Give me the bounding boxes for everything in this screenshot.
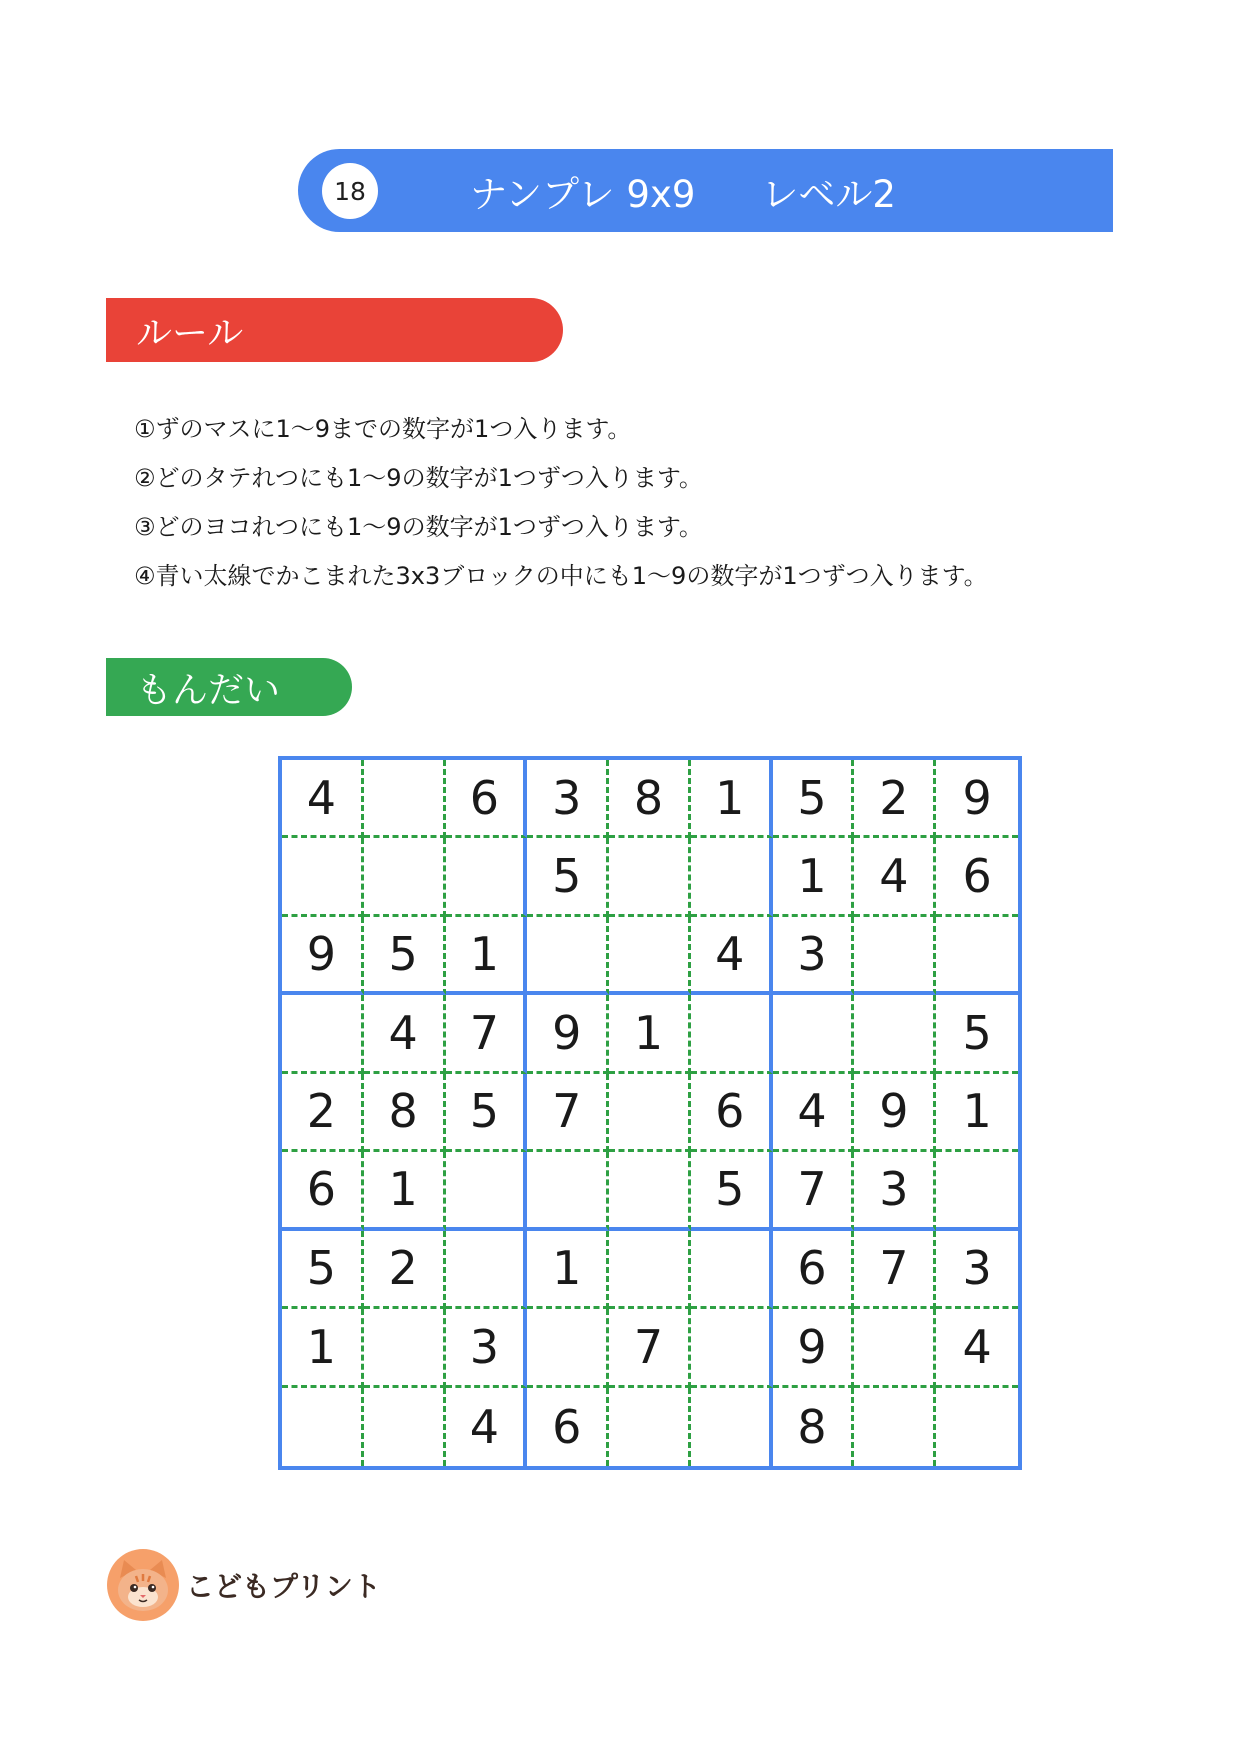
sudoku-cell: 2 [364, 1231, 446, 1309]
sudoku-cell: 1 [609, 995, 691, 1073]
sudoku-cell: 2 [854, 760, 936, 838]
sudoku-cell: 6 [446, 760, 528, 838]
sudoku-cell: 4 [936, 1309, 1018, 1387]
sudoku-cell [527, 917, 609, 995]
sudoku-cell [446, 1231, 528, 1309]
sudoku-cell [936, 1388, 1018, 1466]
sudoku-cell: 9 [854, 1074, 936, 1152]
sudoku-cell [854, 917, 936, 995]
sudoku-cell [854, 1309, 936, 1387]
sudoku-cell: 1 [936, 1074, 1018, 1152]
sudoku-cell: 1 [773, 838, 855, 916]
sudoku-cell: 3 [527, 760, 609, 838]
sudoku-cell [609, 917, 691, 995]
sudoku-cell [854, 1388, 936, 1466]
sudoku-cell: 1 [446, 917, 528, 995]
sudoku-cell: 9 [936, 760, 1018, 838]
sudoku-cell [773, 995, 855, 1073]
sudoku-cell [527, 1152, 609, 1230]
sudoku-cell: 2 [282, 1074, 364, 1152]
rules-heading-label: ルール [136, 312, 244, 354]
rules-heading [106, 298, 563, 362]
sudoku-cell: 6 [282, 1152, 364, 1230]
sudoku-cell [282, 995, 364, 1073]
rule-item: ④青い太線でかこまれた3x3ブロックの中にも1〜9の数字が1つずつ入ります。 [134, 562, 988, 590]
sudoku-cell: 5 [364, 917, 446, 995]
cat-face-icon [106, 1548, 180, 1622]
sudoku-cell [446, 838, 528, 916]
sudoku-cell: 3 [854, 1152, 936, 1230]
sudoku-cell: 9 [527, 995, 609, 1073]
sudoku-cell: 7 [773, 1152, 855, 1230]
sudoku-cell [446, 1152, 528, 1230]
rules-list [134, 405, 988, 601]
sudoku-cell: 7 [609, 1309, 691, 1387]
sudoku-cell [609, 1231, 691, 1309]
problem-heading [106, 658, 352, 716]
sudoku-cell: 9 [282, 917, 364, 995]
sudoku-cell [691, 1231, 773, 1309]
problem-heading-label: もんだい [136, 669, 281, 711]
sudoku-cell [609, 1388, 691, 1466]
sudoku-cell: 5 [936, 995, 1018, 1073]
rule-item: ③どのヨコれつにも1〜9の数字が1つずつ入ります。 [134, 513, 703, 541]
sudoku-cell [364, 1309, 446, 1387]
sudoku-grid [278, 756, 1022, 1470]
sudoku-cell: 4 [364, 995, 446, 1073]
sudoku-cell: 5 [527, 838, 609, 916]
sudoku-cell [364, 838, 446, 916]
sudoku-cell: 7 [854, 1231, 936, 1309]
sudoku-cell: 4 [282, 760, 364, 838]
sudoku-cell: 6 [527, 1388, 609, 1466]
sudoku-cell: 9 [773, 1309, 855, 1387]
sudoku-cell [691, 1388, 773, 1466]
sudoku-cell [691, 838, 773, 916]
sudoku-cell [282, 1388, 364, 1466]
sudoku-cell: 8 [773, 1388, 855, 1466]
sudoku-cell: 7 [527, 1074, 609, 1152]
sudoku-cell: 5 [691, 1152, 773, 1230]
sudoku-cell: 5 [446, 1074, 528, 1152]
sudoku-cell [691, 1309, 773, 1387]
level-label: レベル2 [761, 172, 896, 216]
sudoku-cell [364, 760, 446, 838]
sudoku-cell: 3 [936, 1231, 1018, 1309]
sudoku-cell: 1 [691, 760, 773, 838]
sudoku-cell: 6 [691, 1074, 773, 1152]
sudoku-cell: 8 [609, 760, 691, 838]
sudoku-cell: 5 [773, 760, 855, 838]
rule-item: ①ずのマスに1〜9までの数字が1つ入ります。 [134, 415, 632, 443]
sudoku-cell [609, 838, 691, 916]
sudoku-cell [691, 995, 773, 1073]
sudoku-cell [364, 1388, 446, 1466]
sudoku-cell: 4 [773, 1074, 855, 1152]
sudoku-cell: 6 [773, 1231, 855, 1309]
sudoku-cell [527, 1309, 609, 1387]
sudoku-cell: 1 [364, 1152, 446, 1230]
sudoku-cell: 7 [446, 995, 528, 1073]
sudoku-cell: 8 [364, 1074, 446, 1152]
puzzle-title: ナンプレ 9x9 [470, 172, 696, 216]
sudoku-cell: 3 [773, 917, 855, 995]
sudoku-cell: 1 [527, 1231, 609, 1309]
sudoku-cell: 1 [282, 1309, 364, 1387]
sudoku-cell: 4 [446, 1388, 528, 1466]
sudoku-cell [936, 1152, 1018, 1230]
sudoku-cell [282, 838, 364, 916]
rule-item: ②どのタテれつにも1〜9の数字が1つずつ入ります。 [134, 464, 703, 492]
sudoku-cell [936, 917, 1018, 995]
sudoku-cell: 3 [446, 1309, 528, 1387]
sudoku-cell [609, 1074, 691, 1152]
page-number-badge: 18 [322, 163, 378, 219]
brand-logo [106, 1548, 381, 1622]
sudoku-cell: 4 [854, 838, 936, 916]
sudoku-cell [609, 1152, 691, 1230]
sudoku-cell: 6 [936, 838, 1018, 916]
banner-title [470, 149, 896, 232]
sudoku-cell: 4 [691, 917, 773, 995]
sudoku-cell [854, 995, 936, 1073]
sudoku-cell: 5 [282, 1231, 364, 1309]
brand-name: こどもプリント [186, 1570, 381, 1603]
